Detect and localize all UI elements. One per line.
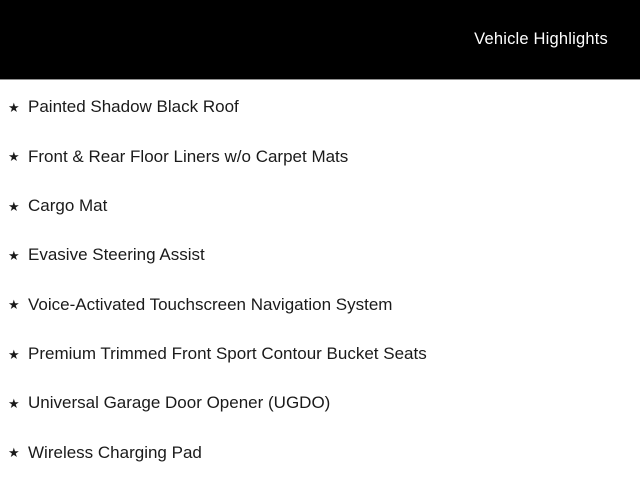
star-icon: ★ (8, 445, 20, 461)
star-icon: ★ (8, 248, 20, 264)
star-icon: ★ (8, 100, 20, 116)
header-bar (0, 0, 640, 80)
list-item-label: Voice-Activated Touchscreen Navigation System (28, 294, 393, 314)
list-item (0, 231, 640, 280)
list-item-label: Universal Garage Door Opener (UGDO) (28, 393, 331, 413)
list-item (0, 329, 640, 378)
list-item (0, 182, 640, 231)
list-item (0, 83, 640, 132)
list-item-label: Cargo Mat (28, 196, 108, 216)
highlights-list (0, 80, 640, 477)
list-item (0, 428, 640, 477)
list-item (0, 132, 640, 181)
list-item-label: Front & Rear Floor Liners w/o Carpet Mats (28, 146, 349, 166)
star-icon: ★ (8, 297, 20, 313)
list-item-label: Evasive Steering Assist (28, 245, 205, 265)
star-icon: ★ (8, 149, 20, 165)
list-item (0, 280, 640, 329)
star-icon: ★ (8, 198, 20, 214)
star-icon: ★ (8, 395, 20, 411)
list-item-label: Painted Shadow Black Roof (28, 97, 239, 117)
star-icon: ★ (8, 346, 20, 362)
page-title: Vehicle Highlights (474, 30, 608, 49)
list-item-label: Wireless Charging Pad (28, 442, 202, 462)
list-item-label: Premium Trimmed Front Sport Contour Bucket Seats (28, 343, 427, 363)
list-item (0, 379, 640, 428)
